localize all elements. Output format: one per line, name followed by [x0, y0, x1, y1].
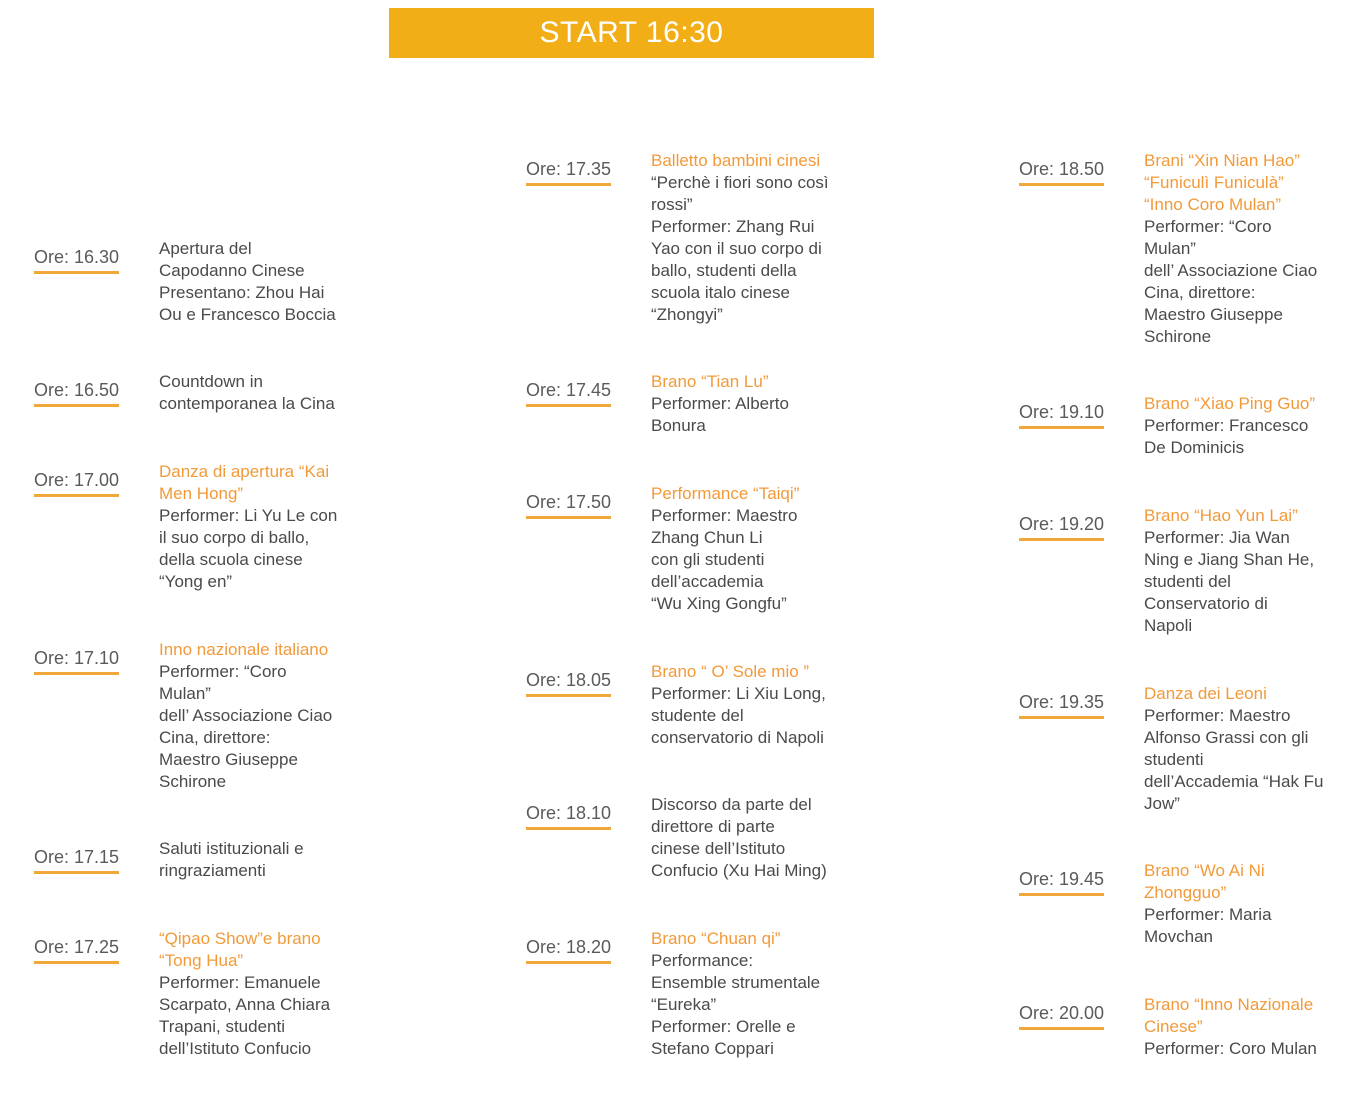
- event-title: Performance “Taiqi”: [651, 484, 800, 503]
- event-title: Brano “Xiao Ping Guo”: [1144, 394, 1316, 413]
- start-banner: START 16:30: [389, 8, 874, 58]
- event-title: Brano “Chuan qi”: [651, 929, 781, 948]
- event-details: Performer: Li Xiu Long, studente del conservatorio di Napoli: [651, 684, 826, 747]
- event-details: Countdown in contemporanea la Cina: [159, 372, 335, 413]
- event-details: Performer: Coro Mulan: [1144, 1039, 1317, 1058]
- event-time: Ore: 18.05: [526, 669, 611, 697]
- event-details: Discorso da parte del direttore di parte cinese dell’Istituto Confucio (Xu Hai Ming): [651, 795, 827, 880]
- event-time: Ore: 17.00: [34, 469, 119, 497]
- event-time: Ore: 17.25: [34, 936, 119, 964]
- event-description: [1144, 994, 1339, 1060]
- event-title: Brano “Hao Yun Lai”: [1144, 506, 1298, 525]
- event-title: Brani “Xin Nian Hao” “Funiculì Funiculà” “Inno Coro Mulan”: [1144, 151, 1300, 214]
- event-details: Performer: “Coro Mulan” dell’ Associazione Ciao Cina, direttore: Maestro Giuseppe Schirone: [1144, 217, 1318, 346]
- event-details: Performer: “Coro Mulan” dell’ Associazione Ciao Cina, direttore: Maestro Giuseppe Schirone: [159, 662, 333, 791]
- event-details: Apertura del Capodanno Cinese Presentano: Zhou Hai Ou e Francesco Boccia: [159, 239, 336, 324]
- event-description: [159, 639, 354, 793]
- event-time: Ore: 16.30: [34, 246, 119, 274]
- event-time: Ore: 19.35: [1019, 691, 1104, 719]
- event-details: Performer: Alberto Bonura: [651, 394, 789, 435]
- event-title: Brano “ O’ Sole mio ”: [651, 662, 810, 681]
- event-time: Ore: 17.35: [526, 158, 611, 186]
- event-description: [1144, 150, 1339, 348]
- event-time: Ore: 17.50: [526, 491, 611, 519]
- event-time: Ore: 19.20: [1019, 513, 1104, 541]
- event-description: [159, 371, 354, 415]
- event-description: [159, 461, 354, 593]
- event-time: Ore: 17.10: [34, 647, 119, 675]
- event-description: [651, 794, 846, 882]
- event-details: Performer: Maestro Zhang Chun Li con gli studenti dell’accademia “Wu Xing Gongfu”: [651, 506, 798, 613]
- event-title: Danza dei Leoni: [1144, 684, 1267, 703]
- event-details: Saluti istituzionali e ringraziamenti: [159, 839, 304, 880]
- event-description: [651, 371, 846, 437]
- event-description: [651, 483, 846, 615]
- event-description: [159, 928, 354, 1060]
- event-time: Ore: 18.50: [1019, 158, 1104, 186]
- event-details: Performer: Li Yu Le con il suo corpo di ballo, della scuola cinese “Yong en”: [159, 506, 338, 591]
- event-title: Balletto bambini cinesi: [651, 151, 821, 170]
- event-time: Ore: 19.45: [1019, 868, 1104, 896]
- event-details: Performance: Ensemble strumentale “Eureka” Performer: Orelle e Stefano Coppari: [651, 951, 821, 1058]
- event-time: Ore: 16.50: [34, 379, 119, 407]
- event-description: [651, 661, 846, 749]
- event-details: Performer: Maestro Alfonso Grassi con gli studenti dell’Accademia “Hak Fu Jow”: [1144, 706, 1324, 813]
- event-title: Brano “Inno Nazionale Cinese”: [1144, 995, 1314, 1036]
- event-time: Ore: 18.10: [526, 802, 611, 830]
- event-description: [159, 238, 354, 326]
- event-description: [1144, 505, 1339, 637]
- event-time: Ore: 20.00: [1019, 1002, 1104, 1030]
- event-title: Inno nazionale italiano: [159, 640, 329, 659]
- event-details: Performer: Francesco De Dominicis: [1144, 416, 1309, 457]
- event-time: Ore: 18.20: [526, 936, 611, 964]
- event-time: Ore: 17.45: [526, 379, 611, 407]
- event-time: Ore: 19.10: [1019, 401, 1104, 429]
- event-details: Performer: Emanuele Scarpato, Anna Chiara Trapani, studenti dell’Istituto Confucio: [159, 973, 331, 1058]
- event-description: [159, 838, 354, 882]
- event-title: Brano “Tian Lu”: [651, 372, 769, 391]
- event-description: [1144, 860, 1339, 948]
- event-description: [651, 150, 846, 326]
- event-description: [651, 928, 846, 1060]
- event-description: [1144, 393, 1339, 459]
- event-title: Danza di apertura “Kai Men Hong”: [159, 462, 330, 503]
- event-title: “Qipao Show”e brano “Tong Hua”: [159, 929, 321, 970]
- event-time: Ore: 17.15: [34, 846, 119, 874]
- event-details: Performer: Jia Wan Ning e Jiang Shan He, studenti del Conservatorio di Napoli: [1144, 528, 1315, 635]
- event-title: Brano “Wo Ai Ni Zhongguo”: [1144, 861, 1265, 902]
- event-details: “Perchè i fiori sono così rossi” Performer: Zhang Rui Yao con il suo corpo di ballo, studenti della scuola italo cinese “Zhongyi”: [651, 173, 829, 324]
- event-description: [1144, 683, 1339, 815]
- event-details: Performer: Maria Movchan: [1144, 905, 1272, 946]
